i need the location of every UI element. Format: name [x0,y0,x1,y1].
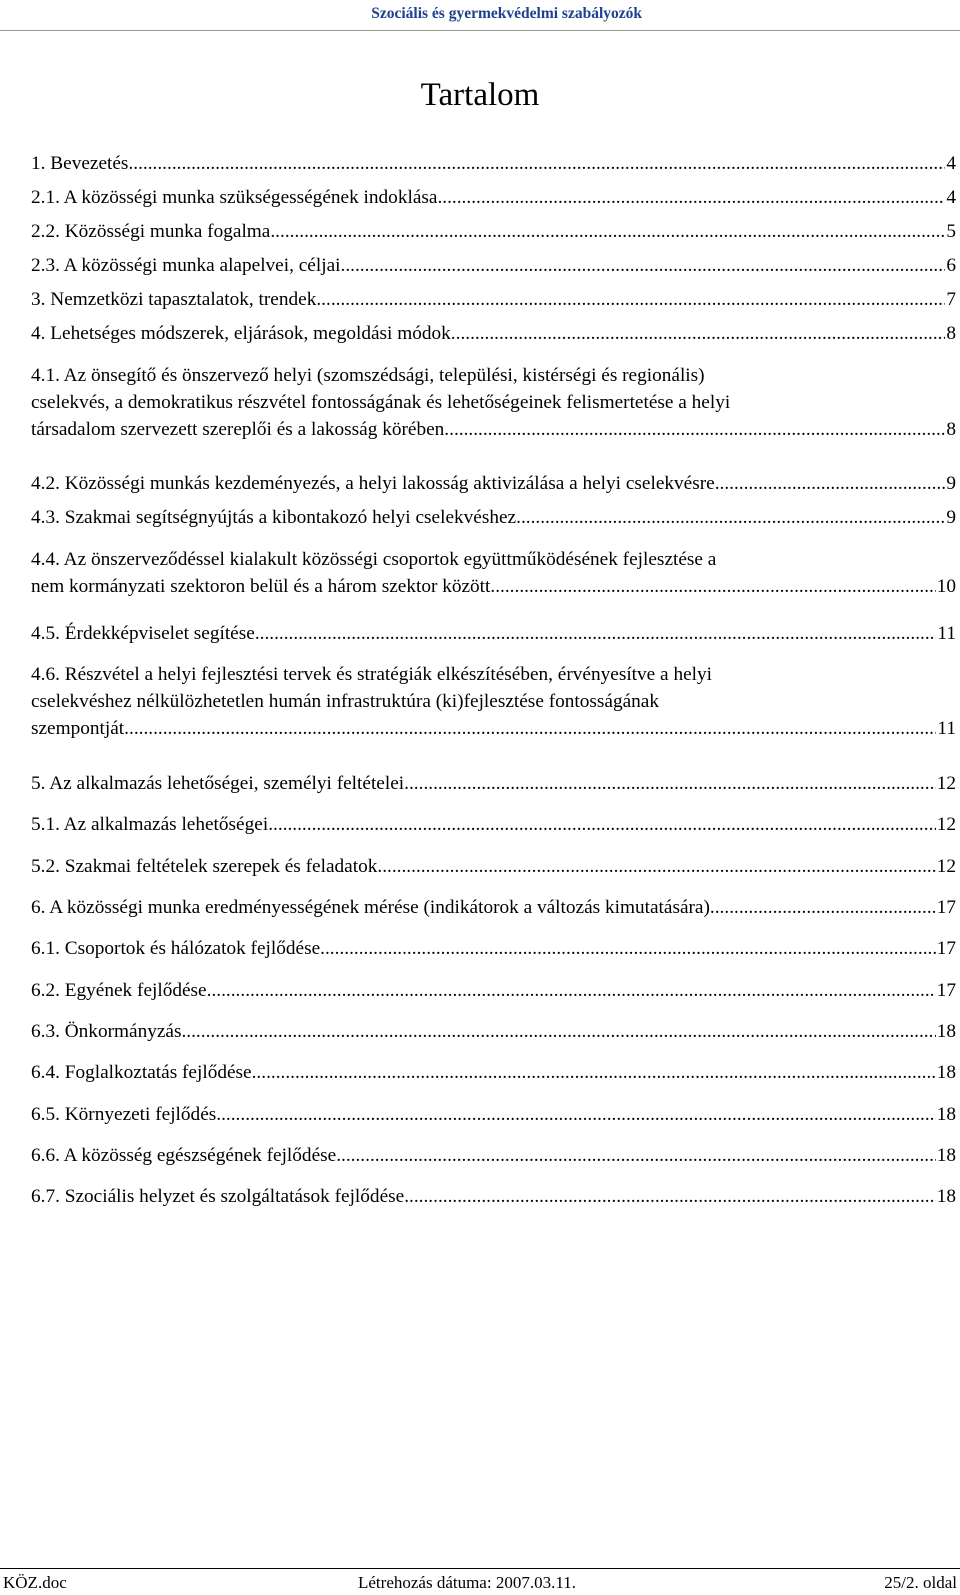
toc-entry-page: 17 [936,897,956,918]
toc-entry-text: 2.3. A közösségi munka alapelvei, céljai [31,255,341,276]
toc-entry-text: 3. Nemzetközi tapasztalatok, trendek [31,289,317,310]
toc-entry-page: 17 [936,980,956,1001]
toc-leader [710,894,936,921]
toc-entry[interactable] [31,770,956,797]
toc-entry-text: 6.2. Egyének fejlődése [31,980,207,1001]
toc-entry[interactable] [31,470,956,497]
toc-entry-page: 11 [937,623,956,644]
toc-leader [270,218,945,245]
toc-leader [437,184,945,211]
header-title: Szociális és gyermekvédelmi szabályozók [371,5,642,22]
toc-entry-page: 10 [936,576,956,597]
toc-entry[interactable] [31,1183,956,1210]
toc-entry-page: 12 [936,773,956,794]
toc-entry[interactable] [31,320,956,347]
toc-entry[interactable] [31,218,956,245]
toc-entry-text: 6.5. Környezeti fejlődés [31,1104,217,1125]
toc-entry-text: 4.5. Érdekképviselet segítése [31,623,255,644]
toc-leader [316,286,945,313]
toc-entry-text: társadalom szervezett szereplői és a lakosság körében [31,419,445,440]
toc-entry-page: 18 [936,1186,956,1207]
footer-created-date: Létrehozás dátuma: 2007.03.11. [358,1573,576,1592]
toc-entry[interactable] [31,546,956,600]
toc-leader [124,715,936,742]
toc-entry-text: 5.2. Szakmai feltételek szerepek és feladatok [31,856,378,877]
toc-entry-text: 2.2. Közösségi munka fogalma [31,221,271,242]
toc-entry-text: 4.2. Közösségi munkás kezdeményezés, a helyi lakosság aktivizálása a helyi cselekvésre [31,473,715,494]
toc-entry-text: 6.1. Csoportok és hálózatok fejlődése [31,938,321,959]
toc-entry-text: szempontját [31,718,125,739]
toc-entry[interactable] [31,977,956,1004]
toc-entry-page: 8 [946,323,956,344]
toc-entry-text: 4. Lehetséges módszerek, eljárások, megoldási módok [31,323,451,344]
toc-leader [207,977,936,1004]
toc-leader [715,470,946,497]
toc-entry-page: 9 [946,473,956,494]
toc-entry[interactable] [31,1018,956,1045]
toc-entry-text: 4.3. Szakmai segítségnyújtás a kibontakozó helyi cselekvéshez [31,507,517,528]
toc-entry[interactable] [31,661,956,742]
toc-entry-page: 11 [937,718,956,739]
toc-entry-page: 7 [946,289,956,310]
toc-entry-text: 6. A közösségi munka eredményességének mérése (indikátorok a változás kimutatására) [31,897,710,918]
toc-entry-line: cselekvéshez nélkülözhetetlen humán infrastruktúra (ki)fejlesztése fontosságának [31,691,659,712]
toc-entry-line: 4.6. Részvétel a helyi fejlesztési tervek és stratégiák elkészítésében, érvényesítve a helyi [31,664,712,685]
toc-entry-page: 5 [946,221,956,242]
toc-entry-text: 6.3. Önkormányzás [31,1021,182,1042]
toc-entry[interactable] [31,620,956,647]
toc-entry-text: 6.6. A közösség egészségének fejlődése [31,1145,337,1166]
toc-leader [252,1059,936,1086]
toc-entry[interactable] [31,286,956,313]
toc-entry[interactable] [31,252,956,279]
toc-entry-page: 18 [936,1021,956,1042]
toc-entry-text: 5.1. Az alkalmazás lehetőségei [31,814,269,835]
toc-entry-page: 17 [936,938,956,959]
toc-entry-line: 4.1. Az önsegítő és önszervező helyi (szomszédsági, települési, kistérségi és regionális) [31,365,705,386]
toc-entry[interactable] [31,1142,956,1169]
toc-entry-line: cselekvés, a demokratikus részvétel fontosságának és lehetőségeinek felismertetése a helyi [31,392,731,413]
toc-entry-page: 18 [936,1145,956,1166]
toc-leader [451,320,946,347]
toc-entry-page: 9 [946,507,956,528]
toc-entry[interactable] [31,504,956,531]
toc-entry-text: 2.1. A közösségi munka szükségességének indoklása [31,187,438,208]
toc-entry-text: 5. Az alkalmazás lehetőségei, személyi feltételei [31,773,405,794]
toc-leader [268,811,936,838]
toc-entry[interactable] [31,811,956,838]
running-header [0,0,960,31]
toc-entry-line: 4.4. Az önszerveződéssel kialakult közösségi csoportok együttműködésének fejlesztése a [31,549,717,570]
toc-leader [320,935,936,962]
toc-entry[interactable] [31,184,956,211]
toc-leader [216,1101,935,1128]
toc-entry-page: 18 [936,1062,956,1083]
toc-entry-text: 6.4. Foglalkoztatás fejlődése [31,1062,252,1083]
toc-leader [490,573,935,600]
toc-leader [404,1183,936,1210]
toc-entry-text: 6.7. Szociális helyzet és szolgáltatások fejlődése [31,1186,405,1207]
toc-entry[interactable] [31,935,956,962]
toc-entry-page: 12 [936,856,956,877]
toc-entry-page: 8 [946,419,956,440]
toc-leader [404,770,936,797]
toc-entry-text: 1. Bevezetés [31,153,129,174]
toc-entry[interactable] [31,362,956,443]
toc-entry-page: 4 [946,153,956,174]
footer-page-number: 25/2. oldal [884,1573,957,1592]
toc-leader [255,620,937,647]
toc-entry-page: 18 [936,1104,956,1125]
toc-entry[interactable] [31,1059,956,1086]
toc-leader [516,504,945,531]
footer-filename: KÖZ.doc [3,1573,67,1592]
page-title: Tartalom [420,77,540,113]
toc-entry[interactable] [31,1101,956,1128]
toc-entry-page: 6 [946,255,956,276]
toc-entry-page: 12 [936,814,956,835]
toc-entry[interactable] [31,150,956,177]
page-footer [0,1568,960,1594]
toc-leader [341,252,946,279]
toc-leader [128,150,945,177]
toc-entry-text: nem kormányzati szektoron belül és a három szektor között [31,576,491,597]
toc-leader [377,853,935,880]
toc-entry-page: 4 [946,187,956,208]
toc-entry[interactable] [31,853,956,880]
toc-entry[interactable] [31,894,956,921]
toc-leader [336,1142,936,1169]
toc-leader [444,416,945,443]
toc-leader [181,1018,935,1045]
